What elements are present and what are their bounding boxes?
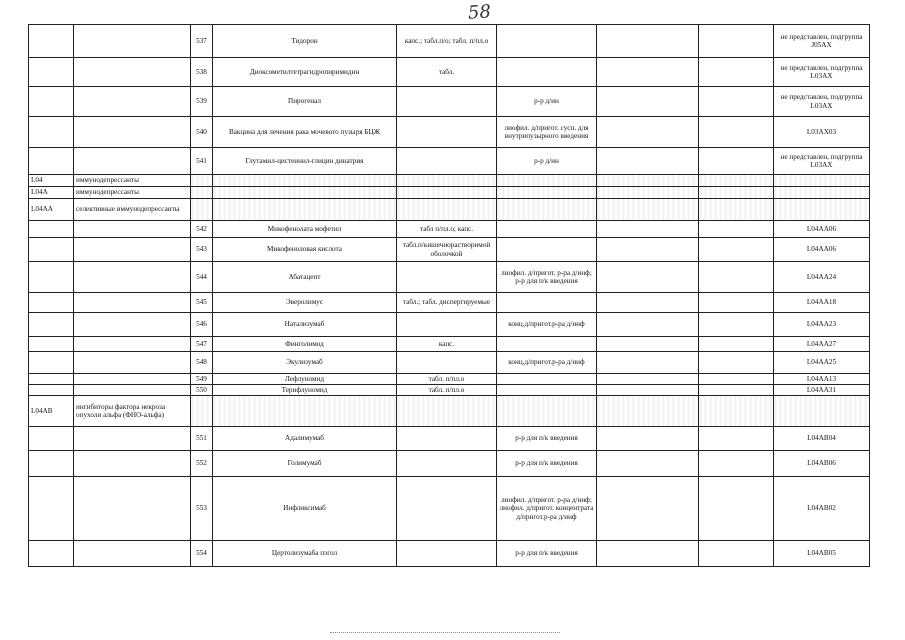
blank-column (699, 293, 774, 313)
dosage-form-secondary (497, 385, 597, 396)
row-number (191, 199, 213, 221)
dosage-form-secondary (497, 25, 597, 58)
atc-code: L04AB05 (774, 541, 870, 567)
drug-name: Лефлуномид (213, 374, 397, 385)
blank-column (699, 221, 774, 238)
blank-column (699, 117, 774, 148)
row-number: 550 (191, 385, 213, 396)
atc-code: не представлен, подгруппа L03AX (774, 148, 870, 175)
atc-group-code (29, 451, 74, 477)
additional-column (597, 187, 699, 199)
atc-code: L04AA27 (774, 337, 870, 352)
row-number (191, 187, 213, 199)
row-number: 551 (191, 427, 213, 451)
row-number: 539 (191, 87, 213, 117)
drug-name: Глутамил-цистеинил-глицин динатрия (213, 148, 397, 175)
atc-code: L04AA06 (774, 221, 870, 238)
drug-name (213, 187, 397, 199)
blank-column (699, 313, 774, 337)
additional-column (597, 199, 699, 221)
atc-group-code (29, 352, 74, 374)
row-number (191, 175, 213, 187)
atc-code: L04AB04 (774, 427, 870, 451)
atc-group-name (74, 337, 191, 352)
atc-group-code (29, 374, 74, 385)
dosage-form-secondary: р-р для п/к введения (497, 541, 597, 567)
atc-group-code: L04A (29, 187, 74, 199)
group-row (29, 199, 870, 221)
table-body (29, 25, 870, 567)
atc-group-code (29, 221, 74, 238)
table-row (29, 385, 870, 396)
atc-group-code (29, 148, 74, 175)
table-row (29, 374, 870, 385)
additional-column (597, 313, 699, 337)
drug-name: Инфликсимаб (213, 477, 397, 541)
row-number: 545 (191, 293, 213, 313)
atc-code: L03AX03 (774, 117, 870, 148)
table-row (29, 427, 870, 451)
atc-group-name: иммунодепрессанты (74, 175, 191, 187)
atc-group-name (74, 477, 191, 541)
atc-group-code (29, 87, 74, 117)
row-number: 544 (191, 262, 213, 293)
drug-name: Тидорон (213, 25, 397, 58)
atc-group-code (29, 477, 74, 541)
additional-column (597, 451, 699, 477)
blank-column (699, 187, 774, 199)
table-row (29, 58, 870, 87)
atc-group-code (29, 293, 74, 313)
atc-code (774, 396, 870, 427)
atc-group-name (74, 541, 191, 567)
row-number (191, 396, 213, 427)
dosage-form-primary (397, 352, 497, 374)
atc-group-code (29, 427, 74, 451)
drug-table (28, 24, 870, 567)
dosage-form-secondary (497, 187, 597, 199)
additional-column (597, 238, 699, 262)
blank-column (699, 238, 774, 262)
atc-code (774, 175, 870, 187)
additional-column (597, 175, 699, 187)
atc-group-name (74, 58, 191, 87)
atc-group-name: иммунодепрессанты (74, 187, 191, 199)
atc-group-name: селективные иммунодепрессанты (74, 199, 191, 221)
atc-group-code (29, 313, 74, 337)
table-row (29, 238, 870, 262)
row-number: 537 (191, 25, 213, 58)
additional-column (597, 58, 699, 87)
atc-code: не представлен, подгруппа L03AX (774, 87, 870, 117)
atc-group-name (74, 313, 191, 337)
drug-name: Эверолимус (213, 293, 397, 313)
dosage-form-secondary (497, 337, 597, 352)
atc-group-code (29, 238, 74, 262)
group-row (29, 396, 870, 427)
drug-name: Голимумаб (213, 451, 397, 477)
dosage-form-secondary (497, 199, 597, 221)
table-row (29, 117, 870, 148)
dosage-form-primary: капс.; табл.п/о; табл. п/пл.о (397, 25, 497, 58)
row-number: 549 (191, 374, 213, 385)
atc-group-code (29, 337, 74, 352)
atc-code: L04AA13 (774, 374, 870, 385)
additional-column (597, 427, 699, 451)
dosage-form-secondary: лиофил. д/пригот. р-ра д/инф; лиофил. д/пригот. концентрата д/пригот.р-ра д/инф (497, 477, 597, 541)
dosage-form-primary (397, 262, 497, 293)
atc-code (774, 199, 870, 221)
table-row (29, 541, 870, 567)
additional-column (597, 541, 699, 567)
atc-code: не представлен, подгруппа L03AX (774, 58, 870, 87)
atc-group-name: ингибиторы фактора некроза опухоли альфа (ФНО-альфа) (74, 396, 191, 427)
dosage-form-primary: табл п/пл.о; капс. (397, 221, 497, 238)
dosage-form-secondary (497, 293, 597, 313)
atc-group-name (74, 25, 191, 58)
atc-code: L04AA06 (774, 238, 870, 262)
atc-group-name (74, 293, 191, 313)
blank-column (699, 451, 774, 477)
drug-name: Терифлуномид (213, 385, 397, 396)
dosage-form-primary: табл. п/пл.о (397, 374, 497, 385)
atc-group-name (74, 352, 191, 374)
dosage-form-secondary (497, 396, 597, 427)
atc-group-name (74, 117, 191, 148)
atc-group-name (74, 87, 191, 117)
blank-column (699, 352, 774, 374)
table-row (29, 25, 870, 58)
row-number: 553 (191, 477, 213, 541)
dosage-form-secondary (497, 175, 597, 187)
blank-column (699, 199, 774, 221)
atc-group-name (74, 221, 191, 238)
atc-group-code: L04AA (29, 199, 74, 221)
atc-group-code: L04 (29, 175, 74, 187)
atc-code: L04AA18 (774, 293, 870, 313)
dosage-form-primary: табл. п/пл.о (397, 385, 497, 396)
dosage-form-primary (397, 313, 497, 337)
row-number: 543 (191, 238, 213, 262)
atc-group-code (29, 385, 74, 396)
dosage-form-primary (397, 187, 497, 199)
dosage-form-secondary: лиофил. д/пригот. р-ра д/инф; р-р для п/к введения (497, 262, 597, 293)
blank-column (699, 337, 774, 352)
table-row (29, 87, 870, 117)
atc-code: L04AB06 (774, 451, 870, 477)
additional-column (597, 374, 699, 385)
dosage-form-secondary: р-р для п/к введения (497, 427, 597, 451)
additional-column (597, 477, 699, 541)
table-row (29, 337, 870, 352)
atc-code: L04AA25 (774, 352, 870, 374)
dosage-form-primary (397, 175, 497, 187)
dosage-form-secondary (497, 221, 597, 238)
dosage-form-secondary: р-р для п/к введения (497, 451, 597, 477)
row-number: 552 (191, 451, 213, 477)
dosage-form-primary (397, 477, 497, 541)
additional-column (597, 337, 699, 352)
additional-column (597, 221, 699, 238)
table-row (29, 262, 870, 293)
dosage-form-primary (397, 427, 497, 451)
row-number: 538 (191, 58, 213, 87)
table-row (29, 221, 870, 238)
dosage-form-secondary: р-р д/ин (497, 148, 597, 175)
atc-group-name (74, 262, 191, 293)
drug-name: Микофенолата мофетил (213, 221, 397, 238)
blank-column (699, 385, 774, 396)
row-number: 541 (191, 148, 213, 175)
dosage-form-primary: табл. (397, 58, 497, 87)
atc-group-name (74, 238, 191, 262)
drug-name: Натализумаб (213, 313, 397, 337)
additional-column (597, 148, 699, 175)
atc-group-name (74, 451, 191, 477)
row-number: 548 (191, 352, 213, 374)
dosage-form-secondary (497, 238, 597, 262)
blank-column (699, 148, 774, 175)
dosage-form-primary (397, 199, 497, 221)
table-row (29, 477, 870, 541)
additional-column (597, 352, 699, 374)
blank-column (699, 541, 774, 567)
dosage-form-primary (397, 148, 497, 175)
drug-name: Абатацепт (213, 262, 397, 293)
drug-name: Вакцина для лечения рака мочевого пузыря БЦЖ (213, 117, 397, 148)
blank-column (699, 477, 774, 541)
dosage-form-primary (397, 541, 497, 567)
drug-name (213, 199, 397, 221)
blank-column (699, 175, 774, 187)
atc-code: L04AA23 (774, 313, 870, 337)
atc-group-code (29, 262, 74, 293)
row-number: 540 (191, 117, 213, 148)
dosage-form-primary: табл.; табл. диспергируемые (397, 293, 497, 313)
dosage-form-primary (397, 396, 497, 427)
additional-column (597, 262, 699, 293)
atc-code: L04AB02 (774, 477, 870, 541)
atc-code: L04AA31 (774, 385, 870, 396)
dosage-form-primary: табл.п/кишечнорастворимой оболочкой (397, 238, 497, 262)
dosage-form-secondary (497, 374, 597, 385)
blank-column (699, 374, 774, 385)
atc-group-code (29, 58, 74, 87)
table-row (29, 451, 870, 477)
blank-column (699, 396, 774, 427)
dosage-form-secondary: р-р д/ин (497, 87, 597, 117)
drug-name: Адалимумаб (213, 427, 397, 451)
atc-group-code (29, 541, 74, 567)
drug-name: Диоксометилтетрагидропиримидин (213, 58, 397, 87)
drug-name: Пирогенал (213, 87, 397, 117)
additional-column (597, 117, 699, 148)
dosage-form-secondary: лиофил. д/пригот. сусп. для внутрипузырного введения (497, 117, 597, 148)
table-row (29, 293, 870, 313)
dosage-form-secondary (497, 58, 597, 87)
additional-column (597, 25, 699, 58)
atc-group-name (74, 427, 191, 451)
dosage-form-primary (397, 117, 497, 148)
blank-column (699, 25, 774, 58)
scan-artifact-line (330, 632, 560, 635)
dosage-form-secondary: конц.д/пригот.р-ра д/инф (497, 313, 597, 337)
row-number: 547 (191, 337, 213, 352)
drug-name: Экулизумаб (213, 352, 397, 374)
row-number: 546 (191, 313, 213, 337)
atc-group-name (74, 374, 191, 385)
table-row (29, 352, 870, 374)
additional-column (597, 396, 699, 427)
blank-column (699, 427, 774, 451)
dosage-form-primary (397, 87, 497, 117)
dosage-form-primary (397, 451, 497, 477)
atc-group-code: L04AB (29, 396, 74, 427)
atc-group-name (74, 385, 191, 396)
atc-group-name (74, 148, 191, 175)
drug-name (213, 175, 397, 187)
drug-name: Цертолизумаба пэгол (213, 541, 397, 567)
blank-column (699, 262, 774, 293)
atc-code: L04AA24 (774, 262, 870, 293)
row-number: 554 (191, 541, 213, 567)
table-row (29, 148, 870, 175)
atc-code: не представлен, подгруппа J05AX (774, 25, 870, 58)
atc-group-code (29, 117, 74, 148)
additional-column (597, 87, 699, 117)
blank-column (699, 87, 774, 117)
dosage-form-primary: капс. (397, 337, 497, 352)
group-row (29, 175, 870, 187)
drug-name: Финголимод (213, 337, 397, 352)
drug-name (213, 396, 397, 427)
group-row (29, 187, 870, 199)
additional-column (597, 385, 699, 396)
additional-column (597, 293, 699, 313)
blank-column (699, 58, 774, 87)
dosage-form-secondary: конц.д/пригот.р-ра д/инф (497, 352, 597, 374)
page-number: 58 (467, 1, 492, 24)
drug-name: Микофеноловая кислота (213, 238, 397, 262)
atc-group-code (29, 25, 74, 58)
table-row (29, 313, 870, 337)
atc-code (774, 187, 870, 199)
row-number: 542 (191, 221, 213, 238)
